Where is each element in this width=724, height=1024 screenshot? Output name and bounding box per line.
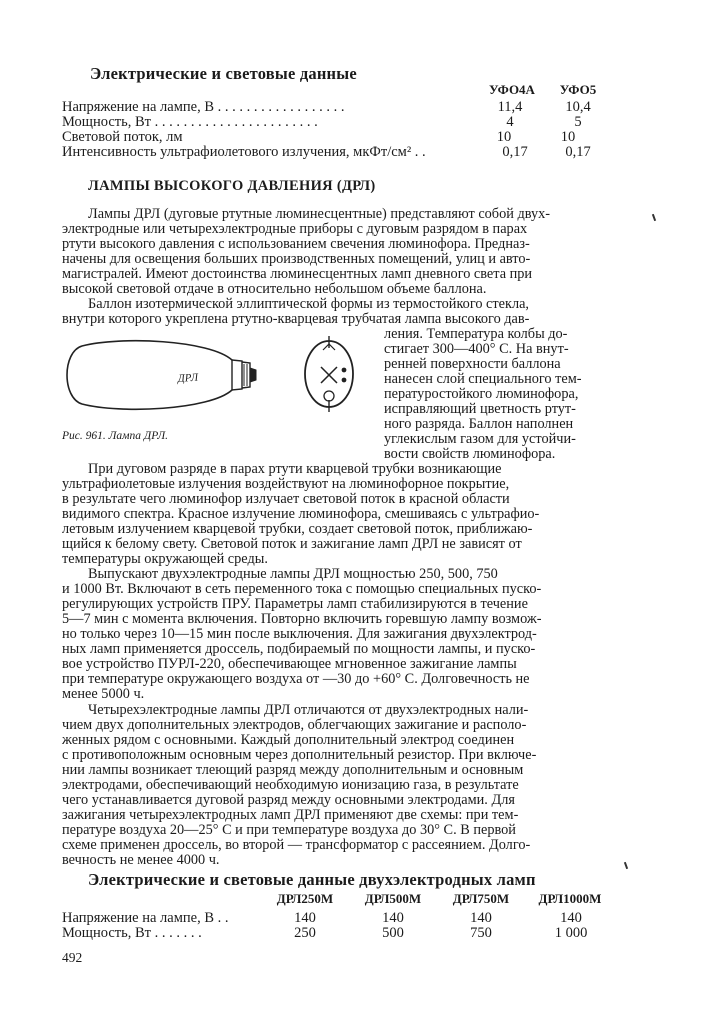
text-line: и 1000 Вт. Включают в сеть переменного тока с помощью специальных пуско- (62, 581, 542, 597)
table1-col-header: УФО4А (489, 82, 535, 97)
text-line: Четырехэлектродные лампы ДРЛ отличаются от двухэлектродных нали- (88, 702, 529, 718)
text-line: менее 5000 ч. (62, 686, 145, 702)
table2-cell: 250 (294, 925, 316, 941)
table1-cell: 0,17 (565, 144, 591, 160)
text-line: схеме применен дроссель, во второй — трансформатор с рассеянием. Долго- (62, 837, 531, 853)
text-line: регулирующих устройств ПРУ. Параметры ламп стабилизируются в течение (62, 596, 528, 612)
scan-mark (652, 214, 656, 221)
figure-caption: Рис. 961. Лампа ДРЛ. (62, 430, 168, 442)
text-line: 5—7 мин с момента включения. Повторно включить горевшую лампу возмож- (62, 611, 542, 627)
text-line: зажигания четырехэлектродных ламп ДРЛ применяют две схемы: при тем- (62, 807, 519, 823)
table2-title: Электрические и световые данные двухэлектродных ламп (88, 870, 536, 889)
table1-cell: 4 (506, 114, 514, 130)
text-line: в результате чего люминофор излучает световой поток в красной области (62, 491, 510, 507)
table2-cell: 500 (382, 925, 404, 941)
lamp-electrode-diagram (296, 334, 362, 414)
text-line: женных рядом с основными. Каждый дополнительный электрод соединен (62, 732, 515, 748)
table1-row-label: Напряжение на лампе, В . . . . . . . . . . . . . . . . . . (62, 99, 345, 115)
text-line: ления. Температура колбы до- (384, 326, 568, 342)
scan-mark (624, 862, 628, 869)
table1-row-label: Мощность, Вт . . . . . . . . . . . . . . . . . . . . . . . (62, 114, 318, 130)
table2-cell: 140 (382, 910, 404, 926)
table1-col-header: УФО5 (559, 82, 597, 97)
table2-cell: 140 (294, 910, 316, 926)
table2-row-label: Напряжение на лампе, В . . (62, 910, 229, 926)
text-line: высокой световой отдаче в относительно небольшом объеме баллона. (62, 281, 487, 297)
table2-col-header: ДРЛ750М (452, 891, 510, 906)
text-line: ртути высокого давления с использованием свечения люминофора. Предназ- (62, 236, 530, 252)
text-line: с противоположным основным через дополнительный резистор. При включе- (62, 747, 537, 763)
text-line: электродные или четырехэлектродные приборы с дуговым разрядом в парах (62, 221, 528, 237)
text-line: нии лампы возникает тлеющий разряд между дополнительным и основным (62, 762, 524, 778)
text-line: но только через 10—15 мин после выключения. Для зажигания двухэлектрод- (62, 626, 537, 642)
text-line: при температуре окружающего воздуха от —30 до +60° С. Долговечность не (62, 671, 530, 687)
table1-row-label: Интенсивность ультрафиолетового излучения, мкФт/см² . . (62, 144, 426, 160)
text-line: электродами, обеспечивающий необходимую ионизацию газа, в результате (62, 777, 519, 793)
text-line: магистралей. Имеют достоинства люминесцентных ламп дневного света при (62, 266, 533, 282)
text-line: щийся к белому свету. Световой поток и зажигание ламп ДРЛ не зависят от (62, 536, 522, 552)
text-line: внутри которого укреплена ртутно-кварцевая трубчатая лампа высокого дав- (62, 311, 530, 327)
text-line: вости свойств люминофора. (384, 446, 556, 462)
text-line: вое устройство ПУРЛ-220, обеспечивающее мгновенное зажигание лампы (62, 656, 517, 672)
text-line: ного разряда. Баллон наполнен (384, 416, 574, 432)
text-line: Баллон изотермической эллиптической формы из термостойкого стекла, (88, 296, 529, 312)
text-line: начены для освещения больших производственных помещений, улиц и авто- (62, 251, 531, 267)
table2-row-label: Мощность, Вт . . . . . . . (62, 925, 202, 941)
text-line: чием двух дополнительных электродов, облегчающих зажигание и располо- (62, 717, 527, 733)
section-title: ЛАМПЫ ВЫСОКОГО ДАВЛЕНИЯ (ДРЛ) (88, 178, 376, 194)
text-line: Выпускают двухэлектродные лампы ДРЛ мощностью 250, 500, 750 (88, 566, 498, 582)
text-line: При дуговом разряде в парах ртути кварцевой трубки возникающие (88, 461, 502, 477)
page-number: 492 (62, 950, 83, 965)
table1-cell: 10 (560, 129, 576, 145)
table1-cell: 10 (496, 129, 512, 145)
table2-col-header: ДРЛ500М (364, 891, 422, 906)
text-line: летовым излучением кварцевой трубки, создает световой поток, приближаю- (62, 521, 533, 537)
table2-cell: 1 000 (554, 925, 588, 941)
table2-cell: 140 (470, 910, 492, 926)
text-line: углекислым газом для устойчи- (384, 431, 576, 447)
table2-cell: 140 (560, 910, 582, 926)
text-line: исправляющий цветность ртут- (384, 401, 576, 417)
text-line: Лампы ДРЛ (дуговые ртутные люминесцентные) представляют собой двух- (88, 206, 551, 222)
text-line: видимого спектра. Красное излучение люминофора, смешиваясь с ультрафио- (62, 506, 540, 522)
table1-row-label: Световой поток, лм (62, 129, 183, 145)
table1-title: Электрические и световые данные (90, 64, 357, 83)
text-line: чего устанавливается дуговой разряд между основными электродами. Для (62, 792, 515, 808)
lamp-label: ДРЛ (177, 371, 199, 385)
table2-cell: 750 (470, 925, 492, 941)
table1-cell: 0,17 (502, 144, 528, 160)
text-line: вечность не менее 4000 ч. (62, 852, 220, 868)
text-line: нанесен слой специального тем- (384, 371, 582, 387)
table2-col-header: ДРЛ250М (276, 891, 334, 906)
text-line: температуры окружающей среды. (62, 551, 268, 567)
text-line: ренней поверхности баллона (384, 356, 561, 372)
table1-cell: 10,4 (565, 99, 591, 115)
table1-cell: 11,4 (497, 99, 523, 115)
text-line: пературе воздуха 20—25° С и при температуре воздуха до 30° С. В первой (62, 822, 516, 838)
text-line: ультрафиолетовые излучения воздействуют на люминофорное покрытие, (62, 476, 510, 492)
lamp-drl-drawing (60, 332, 290, 417)
text-line: стигает 300—400° С. На внут- (384, 341, 569, 357)
text-line: пературостойкого люминофора, (384, 386, 579, 402)
table1-cell: 5 (574, 114, 582, 130)
table2-col-header: ДРЛ1000М (538, 891, 602, 906)
text-line: ных ламп применяется дроссель, подбираемый по мощности лампы, и пуско- (62, 641, 536, 657)
